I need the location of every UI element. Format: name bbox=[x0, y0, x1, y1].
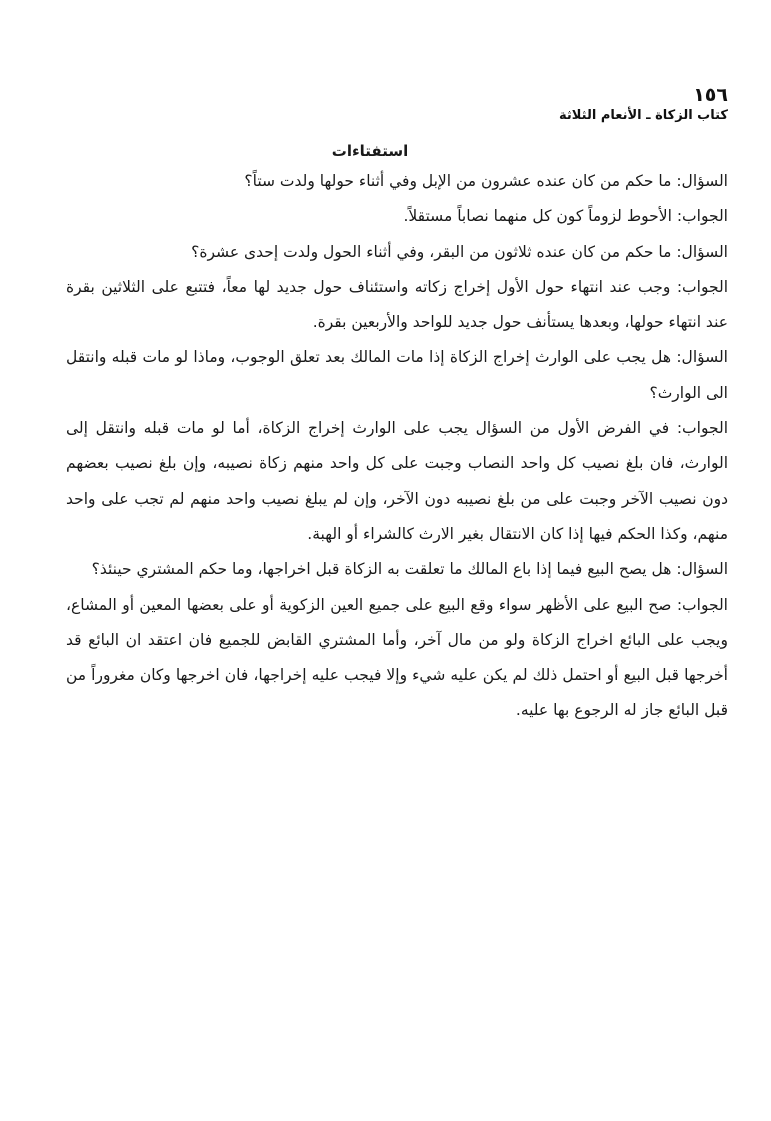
answer-paragraph: الجواب: وجب عند انتهاء حول الأول إخراج زكاته واستئناف حول جديد لها معاً، فتتبع على الثلاثين بقرة عند انتهاء حولها، وبعدها يستأنف حول جديد للواحد والأربعين بقرة. bbox=[66, 277, 728, 332]
qa-body bbox=[66, 164, 728, 729]
question-paragraph: السؤال: هل يجب على الوارث إخراج الزكاة إذا مات المالك بعد تعلق الوجوب، وماذا لو مات قبله وانتقل الى الوارث؟ bbox=[66, 348, 728, 402]
question-paragraph: السؤال: ما حكم من كان عنده عشرون من الإبل وفي أثناء حولها ولدت ستاً؟ bbox=[244, 172, 728, 190]
page-number: ١٥٦ bbox=[693, 84, 728, 106]
section-title: استفتاءات bbox=[331, 142, 409, 160]
running-header: كتاب الزكاة ـ الأنعام الثلاثة bbox=[559, 108, 728, 123]
answer-paragraph: الجواب: الأحوط لزوماً كون كل منهما نصاباً مستقلاً. bbox=[403, 207, 728, 226]
question-paragraph: السؤال: ما حكم من كان عنده ثلاثون من البقر، وفي أثناء الحول ولدت إحدى عشرة؟ bbox=[191, 242, 728, 261]
answer-paragraph: الجواب: صح البيع على الأظهر سواء وقع البيع على جميع العين الزكوية أو على بعضها المعين أو المشاع، ويجب على البائع اخراج الزكاة ولو من مال آخر، وأما المشتري القابض للجميع فان اعتقد ان البائع قد أخرجها قبل البيع أو احتمل ذلك لم يكن عليه شيء وإلا فيجب عليه إخراجها، فان اخرجها وكان مغروراً من قبل البائع جاز له الرجوع بها عليه. bbox=[66, 595, 728, 720]
question-paragraph: السؤال: هل يصح البيع فيما إذا باع المالك ما تعلقت به الزكاة قبل اخراجها، وما حكم المشتري حينئذ؟ bbox=[91, 560, 728, 579]
answer-paragraph: الجواب: في الفرض الأول من السؤال يجب على الوارث إخراج الزكاة، أما لو مات قبله وانتقل إلى الوارث، فان بلغ نصيب كل واحد النصاب وجبت على كل واحد منهم زكاة نصيبه، وإن بلغ نصيب بعضهم دون نصيب الآخر وجبت على من بلغ نصيبه دون الآخر، وإن لم يبلغ نصيب واحد منهم لم تجب على واحد منهم، وكذا الحكم فيها إذا كان الانتقال بغير الارث كالشراء أو الهبة. bbox=[66, 419, 728, 543]
